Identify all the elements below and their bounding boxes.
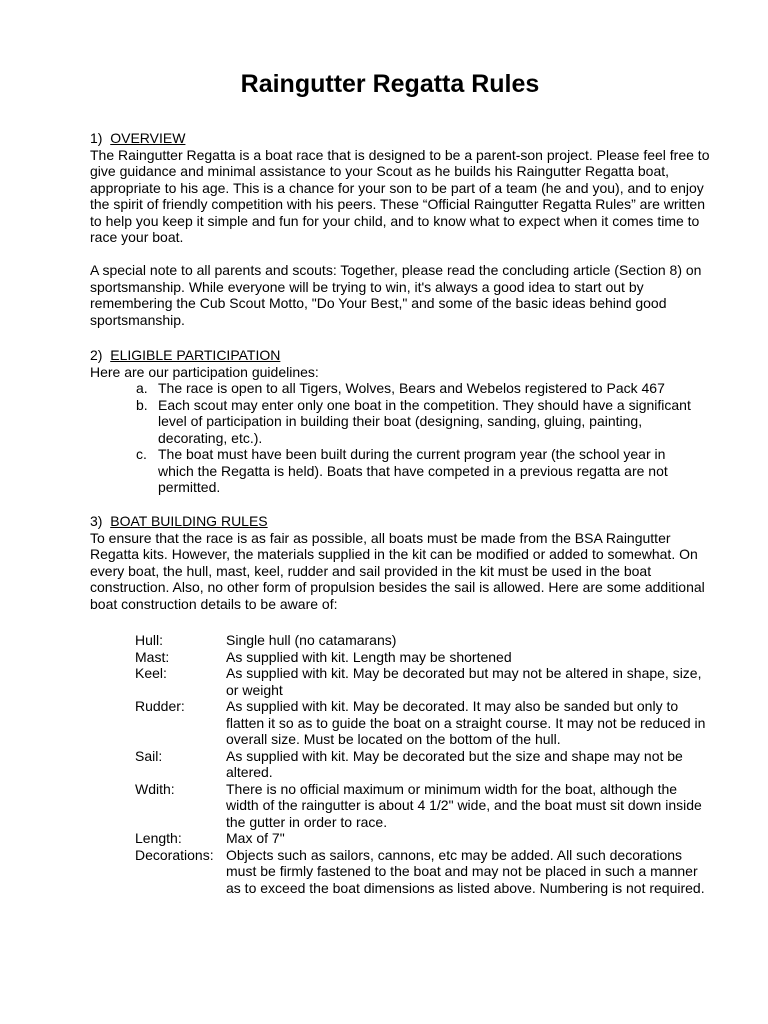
rule-description: As supplied with kit. May be decorated. It may also be sanded but only to flatten it so as to guide the boat on a straight course. It may not be reduced in overall size. Must be located on the bottom of the hull. [226, 698, 706, 747]
table-row [135, 830, 706, 847]
list-item-text: The boat must have been built during the current program year (the school year in which the Regatta is held). Boats that have competed in a previous regatta are not permitted. [158, 446, 668, 495]
rule-term: Mast: [135, 648, 170, 665]
section-boat-building-rules [90, 513, 710, 896]
rule-term: Length: [135, 830, 182, 846]
list-item [136, 446, 696, 496]
section-heading [90, 347, 710, 364]
section-heading [90, 130, 710, 147]
section-intro: To ensure that the race is as fair as possible, all boats must be made from the BSA Raingutter Regatta kits. However, the materials supplied in the kit can be modified or added to somewhat. On every boat, the hull, mast, keel, rudder and sail provided in the kit must be used in the boat construction. Also, no other form of propulsion besides the sail is allowed. Here are some additional boat construction details to be aware of: [90, 529, 705, 612]
paragraph: A special note to all parents and scouts: Together, please read the concluding article (Section 8) on sportsmanship. While everyone will be trying to win, it's always a good idea to start out by remembering the Cub Scout Motto, "Do Your Best," and some of the basic ideas behind good sportsmanship. [90, 262, 702, 328]
section-number: 2) [90, 347, 103, 363]
table-row [135, 847, 706, 897]
list-item-label: b. [136, 396, 148, 413]
list-item-label: a. [136, 380, 148, 396]
section-title: BOAT BUILDING RULES [110, 513, 268, 529]
rule-description: There is no official maximum or minimum width for the boat, although the width of the raingutter is about 4 1/2" wide, and the boat must sit down inside the gutter in order to race. [226, 780, 702, 830]
rule-description: As supplied with kit. May be decorated but may not be altered in shape, size, or weight [226, 665, 702, 698]
table-row [135, 665, 706, 698]
paragraph: The Raingutter Regatta is a boat race that is designed to be a parent-son project. Please feel free to give guidance and minimal assistance to your Scout as he builds his Raingutter Regatta boat, appropriate to his age. This is a chance for your son to be part of a team (he and you), and to enjoy the spirit of friendly competition with his peers. These “Official Raingutter Regatta Rules” are written to help you keep it simple and fun for your child, and to know what to expect when it comes time to race your boat. [90, 146, 710, 245]
section-eligible-participation [90, 347, 710, 496]
guideline-list [136, 380, 696, 496]
list-item-text: Each scout may enter only one boat in the competition. They should have a significant level of participation in building their boat (designing, sanding, gluing, painting, decorating, etc.). [158, 396, 691, 446]
list-item-text: The race is open to all Tigers, Wolves, Bears and Webelos registered to Pack 467 [158, 380, 665, 396]
section-title: OVERVIEW [110, 130, 186, 146]
rule-description: As supplied with kit. May be decorated but the size and shape may not be altered. [226, 747, 683, 780]
rule-term: Keel: [135, 665, 167, 681]
section-number: 1) [90, 130, 103, 146]
rule-term: Hull: [135, 632, 164, 648]
section-heading [90, 513, 710, 530]
table-row [135, 698, 706, 748]
rule-description: Single hull (no catamarans) [226, 632, 397, 648]
table-row [135, 781, 706, 831]
list-item [136, 380, 696, 397]
rule-description: Max of 7" [226, 830, 285, 846]
rule-term: Rudder: [135, 698, 185, 714]
list-item [136, 397, 696, 447]
page-title: Raingutter Regatta Rules [240, 70, 540, 98]
section-overview [90, 130, 710, 328]
section-number: 3) [90, 513, 103, 529]
construction-rules-table [135, 632, 706, 896]
table-row [135, 748, 706, 781]
table-row [135, 632, 706, 649]
rule-term: Decorations: [135, 846, 214, 863]
table-row [135, 649, 706, 666]
rule-description: Objects such as sailors, cannons, etc may be added. All such decorations must be firmly fastened to the boat and may not be placed in such a manner as to exceed the boat dimensions as listed above. Numbering is not required. [226, 846, 705, 896]
section-title: ELIGIBLE PARTICIPATION [110, 347, 281, 363]
rule-description: As supplied with kit. Length may be shortened [226, 648, 512, 665]
list-item-label: c. [136, 446, 147, 462]
section-intro: Here are our participation guidelines: [90, 363, 319, 380]
rule-term: Sail: [135, 747, 163, 764]
rule-term: Wdith: [135, 780, 175, 797]
